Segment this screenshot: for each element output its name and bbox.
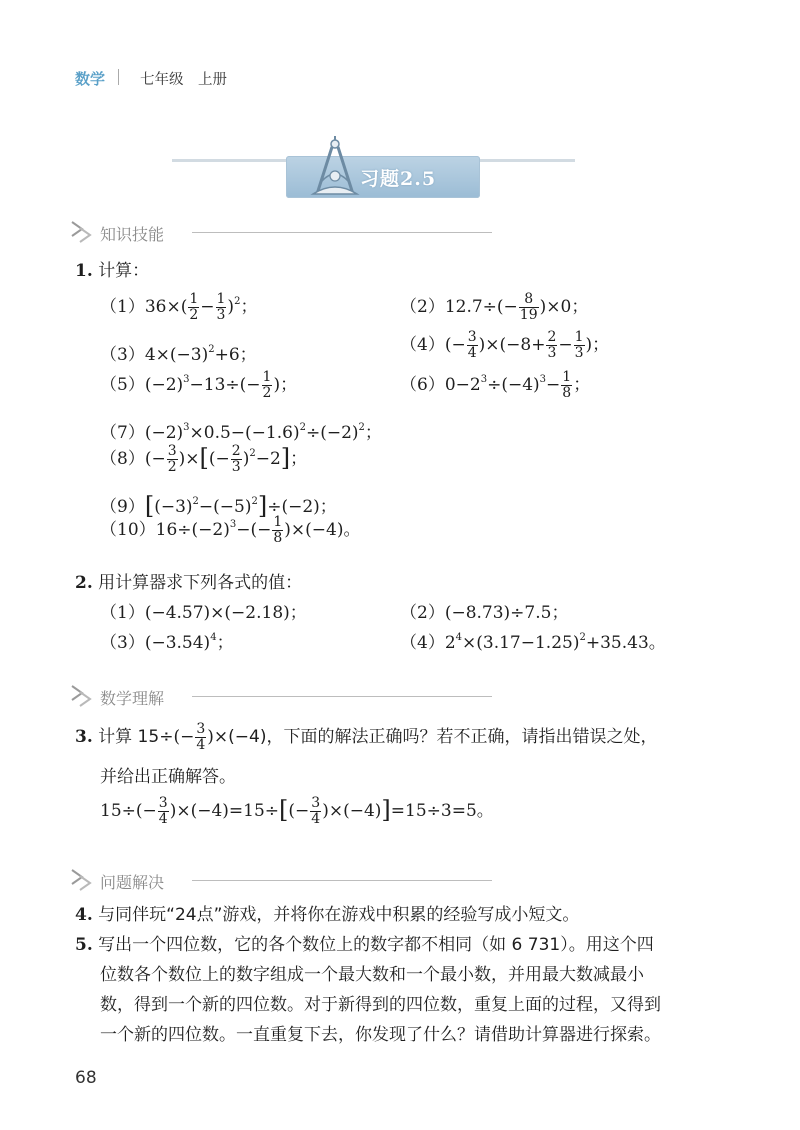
- p1-item-3: $(3)4\times(-3)^2+6$；: [100, 344, 257, 365]
- problem-text-cont: ×(−4)，下面的解法正确吗？若不正确，请指出错误之处，: [213, 727, 658, 747]
- section-heading-understanding: [70, 684, 570, 710]
- chevron-icon: [70, 868, 100, 892]
- problem-5-line-1: [75, 930, 654, 955]
- section-heading-problem-solving: [70, 868, 570, 894]
- p2-item-1: （1）(−4.57)×(−2.18)；: [100, 603, 307, 623]
- chevron-icon: [70, 220, 100, 244]
- problem-3-stem-line2: 并给出正确解答。: [100, 767, 236, 787]
- chevron-icon: [70, 684, 100, 708]
- problem-number: 5.: [75, 935, 93, 955]
- header-book-title: 七年级 上册: [140, 72, 227, 88]
- section-label: 问题解决: [100, 873, 165, 892]
- p1-item-10: $(10)16\div(-2)^3-(-$ $\frac{1}{8}$ )×(−4)。: [100, 514, 361, 546]
- p1-item-6: $(6)0-2^3\div(-4)^3-$ $\frac{1}{8}$ ；: [400, 369, 591, 401]
- problem-text: 计算：: [98, 261, 150, 281]
- problem-text: 写出一个四位数，它的各个数位上的数字都不相同（如 6 731）。用这个四: [98, 935, 654, 955]
- problem-number: 3.: [75, 727, 93, 747]
- problem-3-wrong-solution: 15÷(− $\frac{3}{4}$ )×(−4)=15÷[(− $\frac{3}{4}$ )×(−4)]=15÷3=5。: [100, 795, 494, 827]
- header-separator: [118, 69, 119, 85]
- header-subject: 数学: [75, 70, 106, 88]
- compass-icon: [305, 136, 365, 198]
- p1-item-4: （4）(− $\frac{3}{4}$ )×(−8+ $\frac{2}{3}$ − $\frac{1}{3}$ )；: [400, 329, 610, 361]
- problem-number: 2.: [75, 573, 93, 593]
- section-rule: [192, 696, 492, 697]
- section-label: 数学理解: [100, 689, 165, 708]
- section-heading-skills: [70, 220, 570, 246]
- problem-text: 计算 15÷: [98, 727, 174, 747]
- p1-item-9: $(9)[(-3)^2-(-5)^2]\div(-2)$；: [100, 492, 337, 520]
- problem-1-stem: [75, 256, 149, 281]
- problem-4: [75, 900, 579, 925]
- problem-number: 4.: [75, 905, 93, 925]
- problem-text: 用计算器求下列各式的值：: [98, 573, 303, 593]
- problem-number: 1.: [75, 261, 93, 281]
- p2-item-3: $(3)(-3.54)^4$；: [100, 632, 234, 653]
- section-label: 知识技能: [100, 225, 165, 244]
- problem-5-line-3: 数，得到一个新的四位数。对于新得到的四位数，重复上面的过程，又得到: [100, 995, 661, 1015]
- section-rule: [192, 880, 492, 881]
- p2-item-4: $(4)2^4\times(3.17-1.25)^2+35.43$。: [400, 632, 666, 653]
- p1-item-2: （2）12.7÷(− $\frac{8}{19}$ )×0；: [400, 291, 589, 323]
- problem-text: 与同伴玩“24点”游戏，并将你在游戏中积累的经验写成小短文。: [98, 905, 580, 925]
- p1-item-8: （8）(− $\frac{3}{2}$ )×[(− $\frac{2}{3}$ )$^2$−2]；: [100, 443, 308, 475]
- exercise-title: 习题2.5: [360, 168, 437, 190]
- problem-2-stem: [75, 568, 302, 593]
- p2-item-2: （2）(−8.73)÷7.5；: [400, 603, 569, 623]
- problem-5-line-2: 位数各个数位上的数字组成一个最大数和一个最小数，并用最大数减最小: [100, 965, 644, 985]
- problem-3-stem: 3. 计算 15÷(− $\frac{3}{4}$ )×(−4)，下面的解法正确吗？若不正确，请指出错误之处，: [75, 721, 658, 753]
- problem-5-line-4: 一个新的四位数。一直重复下去，你发现了什么？请借助计算器进行探索。: [100, 1025, 661, 1045]
- p1-item-5: $(5)(-2)^3-13\div(-$ $\frac{1}{2}$ )；: [100, 369, 298, 401]
- page-number: 68: [75, 1068, 97, 1088]
- section-rule: [192, 232, 492, 233]
- p1-item-7: $(7)(-2)^3\times 0.5-(-1.6)^2\div(-2)^2$；: [100, 422, 382, 443]
- p1-item-1: （1）36×( $\frac{1}{2}$ − $\frac{1}{3}$ )$^2$；: [100, 291, 258, 323]
